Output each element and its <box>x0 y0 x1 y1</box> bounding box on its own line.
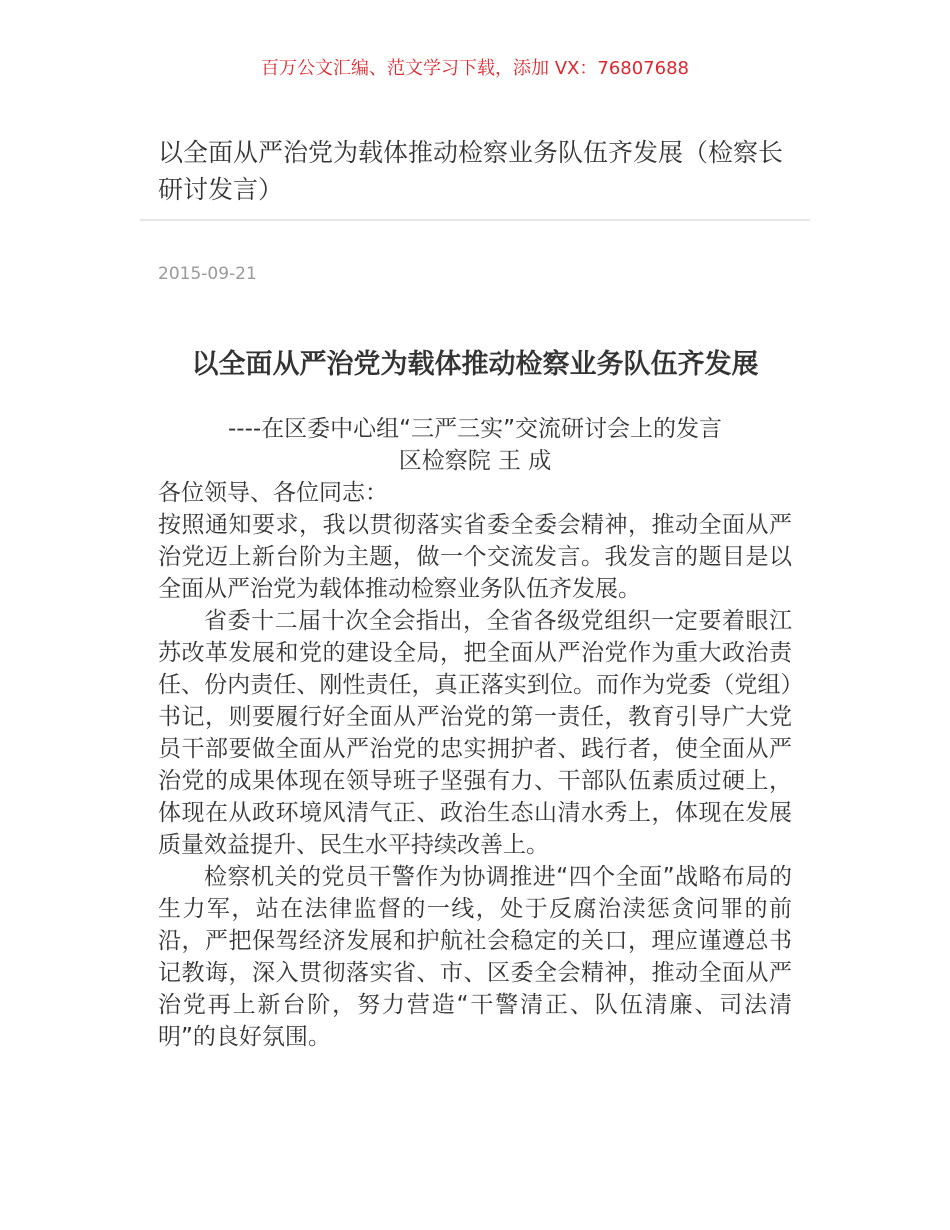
watermark-banner: 百万公文汇编、范文学习下载，添加 VX：76807688 <box>261 58 689 79</box>
greeting: 各位领导、各位同志： <box>158 480 388 506</box>
paragraph: 省委十二届十次全会指出，全省各级党组织一定要着眼江苏改革发展和党的建设全局，把全面从严治党作为重大政治责任、份内责任、刚性责任，真正落实到位。而作为党委（党组）书记，则要履行好全面从严治党的第一责任，教育引导广大党员干部要做全面从严治党的忠实拥护者、践行者，使全面从严治党的成果体现在领导班子坚强有力、干部队伍素质过硬上，体现在从政环境风清气正、政治生态山清水秀上，体现在发展质量效益提升、民生水平持续改善上。 <box>158 608 792 858</box>
paragraph: 检察机关的党员干警作为协调推进“四个全面”战略布局的生力军，站在法律监督的一线，处于反腐治渎惩贪问罪的前沿，严把保驾经济发展和护航社会稳定的关口，理应谨遵总书记教诲，深入贯彻落实省、市、区委全会精神，推动全面从严治党再上新台阶，努力营造“干警清正、队伍清廉、司法清明”的良好氛围。 <box>158 864 792 1050</box>
paragraph: 按照通知要求，我以贯彻落实省委全委会精神，推动全面从严治党迈上新台阶为主题，做一个交流发言。我发言的题目是以全面从严治党为载体推动检察业务队伍齐发展。 <box>158 512 792 602</box>
article-heading: 以全面从严治党为载体推动检察业务队伍齐发展 <box>191 349 759 380</box>
article-body <box>158 345 792 1053</box>
page-header <box>140 134 810 208</box>
publish-date: 2015-09-21 <box>158 264 257 284</box>
article-author: 区检察院 王 成 <box>398 448 552 474</box>
page-title: 以全面从严治党为载体推动检察业务队伍齐发展（检察长研讨发言） <box>158 138 784 204</box>
header-divider <box>140 219 810 221</box>
article-subtitle: ----在区委中心组“三严三实”交流研讨会上的发言 <box>227 416 723 442</box>
article-text <box>158 477 792 1053</box>
